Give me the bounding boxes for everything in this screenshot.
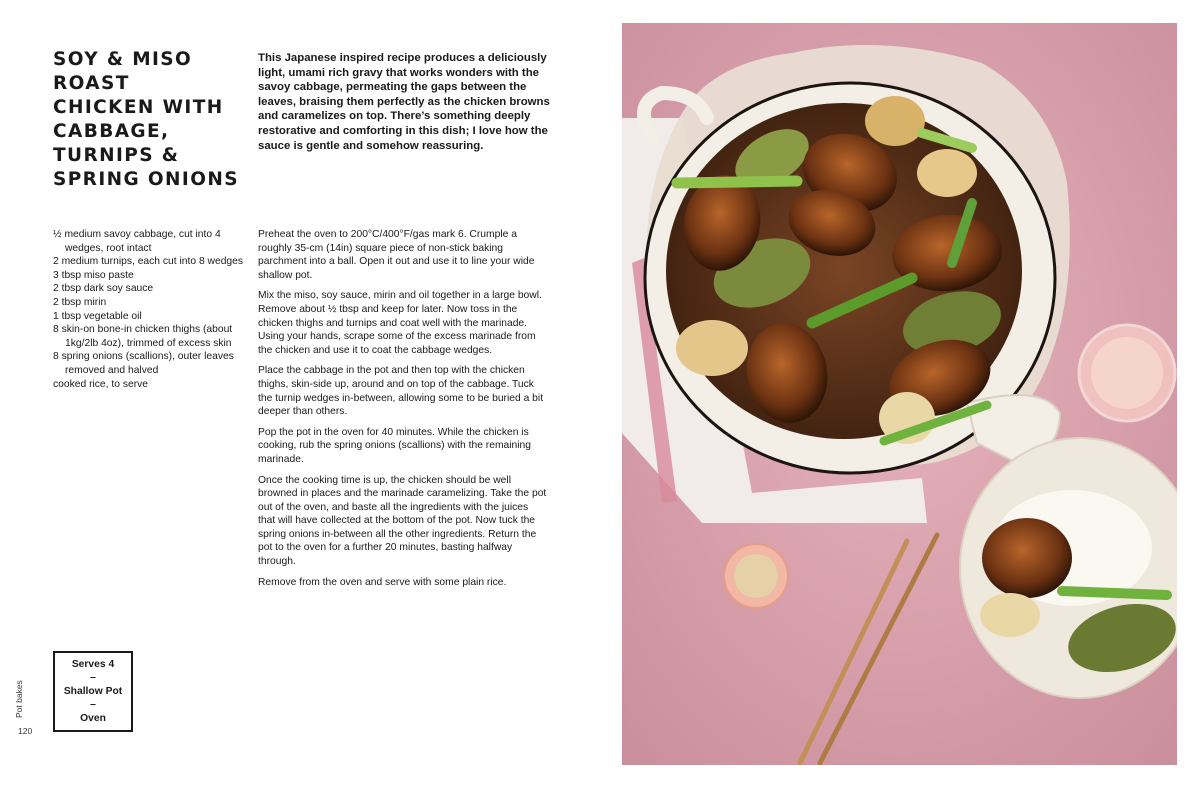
ingredient-item: 8 skin-on bone-in chicken thighs (about 1kg/2lb 4oz), trimmed of excess skin — [53, 324, 233, 349]
section-label: Pot bakes — [14, 680, 24, 718]
roast-chicken-pot-photo — [622, 23, 1177, 765]
food-photo-illustration — [622, 23, 1177, 765]
ingredient-item: cooked rice, to serve — [53, 378, 149, 390]
recipe-title-line: TURNIPS & — [53, 145, 180, 166]
cook-method-label: Oven — [80, 712, 106, 724]
method-step: Once the cooking time is up, the chicken should be well browned in places and the marinade caramelizing. Take the pot out of the oven, and baste all the ingredients with the juices that will have collected at the bottom of the pot. Now tuck the spring onions in-between all the other ingredients. Return the pot to the oven for a further 20 minutes, basting halfway through. — [258, 474, 547, 568]
recipe-title-line: SOY & MISO — [53, 49, 193, 70]
ingredient-item: 2 medium turnips, each cut into 8 wedges — [53, 256, 244, 268]
recipe-title-line: ROAST — [53, 73, 130, 94]
ingredient-item: 2 tbsp mirin — [53, 296, 107, 308]
vessel-label: Shallow Pot — [63, 685, 123, 697]
serves-label: Serves 4 — [71, 658, 115, 670]
ingredient-item: 8 spring onions (scallions), outer leaves removed and halved — [53, 351, 234, 376]
spring-onion — [677, 181, 797, 183]
ingredient-item: 3 tbsp miso paste — [53, 269, 134, 281]
info-separator: – — [90, 699, 96, 711]
page-number: 120 — [18, 726, 33, 736]
ingredient-list — [53, 228, 248, 391]
recipe-intro: This Japanese inspired recipe produces a deliciously light, umami rich gravy that works wonders with the savoy cabbage, permeating the gaps between the leaves, braising them perfectly as the chicken browns and caramelizes on top. There’s something deeply restorative and comforting in this dish; I love how the sauce is gentle and somehow reassuring. — [258, 52, 550, 152]
method-step: Preheat the oven to 200°C/400°F/gas mark 6. Crumple a roughly 35-cm (14in) square piece of non-stick baking parchment into a ball. Open it out and use it to line your wide shallow pot. — [258, 229, 535, 281]
turnip-wedge — [865, 96, 925, 146]
chicken-thigh — [982, 518, 1072, 598]
recipe-title-line: SPRING ONIONS — [53, 169, 239, 190]
info-separator: – — [90, 672, 96, 684]
recipe-info-box — [53, 651, 133, 732]
recipe-title-line: CHICKEN WITH — [53, 97, 224, 118]
turnip-wedge — [917, 149, 977, 197]
ingredient-item: 1 tbsp vegetable oil — [53, 310, 142, 322]
spring-onion — [1062, 591, 1167, 595]
recipe-title-line: CABBAGE, — [53, 121, 170, 142]
method-step: Remove from the oven and serve with some plain rice. — [258, 576, 507, 588]
recipe-title — [53, 48, 243, 192]
method-step: Place the cabbage in the pot and then top with the chicken thighs, skin-side up, around and on top of the cabbage. Tuck the turnip wedges in-between, allowing some to be buried a bit deeper than others. — [258, 365, 544, 418]
method-step: Mix the miso, soy sauce, mirin and oil together in a large bowl. Remove about ½ tbsp and keep for later. Now toss in the chicken thighs and turnips and coat well with the marinade. Using your hands, scrape some of the excess marinade from the chicken and use it to coat the cabbage wedges. — [258, 290, 542, 356]
turnip-wedge — [980, 593, 1040, 637]
method-step: Pop the pot in the oven for 40 minutes. While the chicken is cooking, rub the spring onions (scallions) with the remaining marinade. — [258, 426, 532, 465]
ingredient-item: ½ medium savoy cabbage, cut into 4 wedges, root intact — [53, 229, 221, 254]
ingredient-item: 2 tbsp dark soy sauce — [53, 283, 154, 295]
glass-of-wine-inner — [1091, 337, 1163, 409]
turnip-wedge — [676, 320, 748, 376]
method-steps — [258, 228, 548, 596]
sesame-seeds — [734, 554, 778, 598]
